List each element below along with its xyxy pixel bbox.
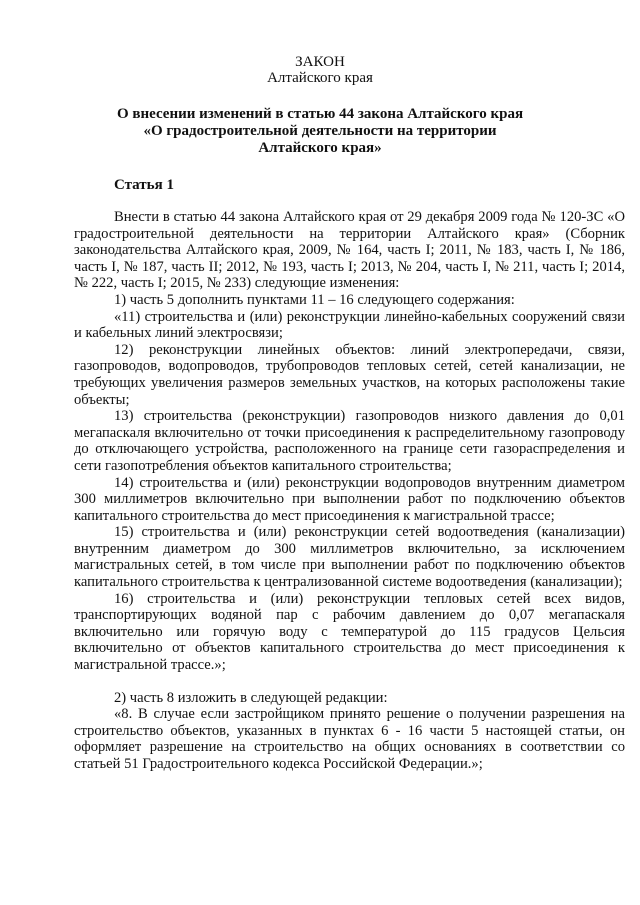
heading-line: О внесении изменений в статью 44 закона Алтайского края bbox=[116, 106, 524, 122]
law-title: ЗАКОН bbox=[295, 54, 345, 70]
law-subtitle: Алтайского края bbox=[267, 70, 373, 86]
paragraph-point-14: 14) строительства и (или) реконструкции водопроводов внутренним диаметром 300 миллиметров включительно при выполнении работ по подключению объектов капитального строительства до мест присоединения к магистральной трассе; bbox=[74, 474, 625, 524]
paragraph-point-12: 12) реконструкции линейных объектов: линий электропередачи, связи, газопроводов, водопроводов, трубопроводов тепловых сетей, сетей канализации, не требующих увеличения размеров земельных участков, на которых расположены такие объекты; bbox=[74, 341, 625, 408]
paragraph-point-15: 15) строительства и (или) реконструкции сетей водоотведения (канализации) внутренним диаметром до 300 миллиметров включительно, за исключением магистральных сетей, в том числе при выполнении работ по подключению объектов капитального строительства к централизованной системе водоотведения (канализации); bbox=[74, 524, 625, 591]
document-heading bbox=[70, 106, 570, 157]
paragraph-item-1: 1) часть 5 дополнить пунктами 11 – 16 следующего содержания: bbox=[114, 291, 515, 308]
heading-line: Алтайского края» bbox=[258, 140, 382, 156]
paragraph-point-13: 13) строительства (реконструкции) газопроводов низкого давления до 0,01 мегапаскаля включительно от точки присоединения к распределительному газопроводу до отключающего устройства, расположенного на границе сети газораспределения и сети газопотребления объектов капитального строительства; bbox=[74, 408, 625, 474]
heading-line: «О градостроительной деятельности на территории bbox=[143, 123, 497, 139]
paragraph-part-8: «8. В случае если застройщиком принято решение о получении разрешения на строительство объектов, указанных в пунктах 6 - 16 части 5 настоящей статьи, он оформляет разрешение на строительство на общих основаниях в соответствии со статьей 51 Градостроительного кодекса Российской Федерации.»; bbox=[74, 706, 625, 772]
paragraph-intro: Внести в статью 44 закона Алтайского края от 29 декабря 2009 года № 120-ЗС «О градостроительной деятельности на территории Алтайского края» (Сборник законодательства Алтайского края, 2009, № 164, часть I; 2011, № 183, часть I, № 186, часть I, № 187, часть II; 2012, № 193, часть I; 2013, № 204, часть I, № 211, часть I; 2014, № 222, часть I; 2015, № 233) следующие изменения: bbox=[74, 209, 625, 292]
paragraph-point-11: «11) строительства и (или) реконструкции линейно-кабельных сооружений связи и кабельных линий электросвязи; bbox=[74, 308, 625, 342]
paragraph-point-16: 16) строительства и (или) реконструкции тепловых сетей всех видов, транспортирующих водяной пар с рабочим давлением до 0,07 мегапаскаля включительно или горячую воду с температурой до 115 градусов Цельсия включительно от объектов капитального строительства до мест присоединения к магистральной трассе.»; bbox=[74, 590, 625, 674]
article-title: Статья 1 bbox=[114, 177, 174, 193]
document-body bbox=[74, 209, 625, 773]
paragraph-item-2: 2) часть 8 изложить в следующей редакции: bbox=[114, 689, 388, 706]
